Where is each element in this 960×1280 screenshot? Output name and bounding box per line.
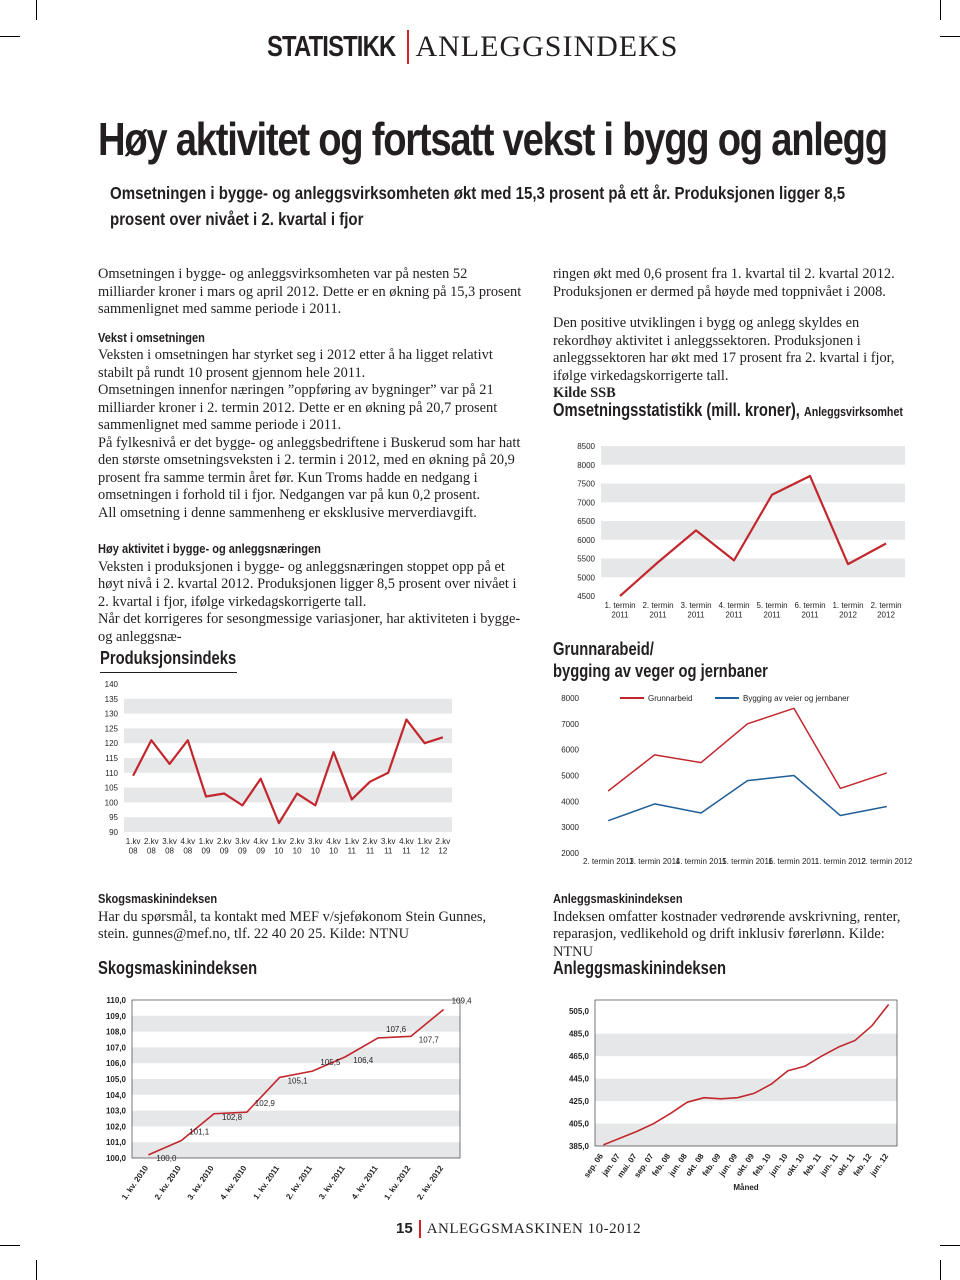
x-tick-label: jun. 11 — [818, 1151, 840, 1178]
y-tick-label: 107,0 — [105, 1043, 126, 1053]
y-tick-label: 106,0 — [105, 1059, 126, 1069]
subsection-label: ANLEGGSINDEKS — [415, 30, 679, 63]
crop-mark — [36, 1260, 37, 1280]
crop-mark — [940, 1245, 960, 1246]
x-tick-label: 2. termin 2011 — [642, 601, 674, 620]
title-underline — [100, 672, 237, 673]
y-tick-label: 6500 — [577, 517, 595, 526]
y-tick-label: 120 — [104, 739, 118, 749]
paragraph: Veksten i produksjonen i bygge- og anleggsnæringen stoppet opp på et høyt nivå i 2. kvartal 2012. Produksjonen ligger 8,5 prosent over nivået i 2. kvartal i fjor, ifølge virkedagskorrigerte tall. — [98, 558, 517, 610]
y-tick-label: 104,0 — [105, 1090, 126, 1100]
x-tick-label: okt. 08 — [683, 1151, 706, 1178]
grid-band — [601, 559, 905, 578]
groundwork-chart — [540, 686, 920, 872]
x-tick-label: 2.kv 08 — [143, 837, 159, 856]
y-tick-label: 485,0 — [568, 1029, 589, 1039]
x-tick-label: 2.kv 11 — [362, 837, 378, 856]
chart-title — [553, 400, 903, 421]
x-tick-label: 1.kv 09 — [198, 837, 214, 856]
grid-band — [132, 1016, 460, 1032]
crop-mark — [0, 1245, 20, 1246]
grid-band — [601, 446, 905, 465]
data-label: 100,0 — [156, 1153, 177, 1163]
series-line — [608, 776, 887, 821]
chart-title — [100, 648, 236, 669]
grid-band — [124, 788, 452, 803]
forest-machine-note — [98, 890, 498, 944]
legend-label: Grunnarbeid — [648, 694, 693, 703]
x-tick-label: 5. termin 2011 — [756, 601, 788, 620]
x-tick-label: jun. 12 — [868, 1151, 891, 1178]
grid-band — [132, 1142, 460, 1158]
data-label: 109,4 — [451, 996, 472, 1006]
x-tick-label: sep. 07 — [632, 1151, 656, 1180]
paragraph: Omsetningen innenfor næringen ”oppføring av bygninger” var på 21 milliarder kroner i 2. termin 2012. Dette er en økning på 20,7 prosent sammenlignet med samme periode i 2011. — [98, 382, 498, 433]
data-label: 105,1 — [287, 1076, 308, 1086]
x-tick-label: 2. kv. 2010 — [152, 1163, 183, 1202]
right-column — [553, 266, 913, 403]
data-label: 106,4 — [353, 1055, 374, 1065]
grid-band — [132, 1111, 460, 1127]
chart-title — [98, 958, 257, 979]
x-tick-label: 4.kv 11 — [399, 837, 414, 856]
y-tick-label: 385,0 — [568, 1142, 589, 1151]
x-tick-label: 4.kv 08 — [180, 837, 196, 856]
legend-label: Bygging av veier og jernbaner — [743, 694, 850, 703]
y-tick-label: 2000 — [561, 849, 579, 858]
series-line — [608, 708, 887, 791]
x-tick-label: 4. termin 2011 — [675, 857, 727, 866]
y-tick-label: 8500 — [577, 442, 595, 451]
data-label: 102,9 — [254, 1099, 275, 1109]
paragraph: Den positive utviklingen i bygg og anlegg skyldes en rekordhøy aktivitet i anleggssektoren. Produksjonen i anleggssektoren har økt med 17 prosent fra 2. kvartal i fjor, ifølge virkedagskorrigerte tall. — [553, 315, 895, 384]
paragraph: Veksten i omsetningen har styrket seg i 2012 etter å ha ligget relativt stabilt på rundt 10 prosent gjennom hele 2011. — [98, 347, 493, 381]
paragraph: Når det korrigeres for sesongmessige variasjoner, har aktiviteten i bygge- og anleggsnæ- — [98, 611, 521, 645]
x-tick-label: 1.kv 10 — [271, 837, 287, 856]
x-tick-label: 1. kv. 2010 — [120, 1163, 151, 1202]
magazine-name: ANLEGGSMASKINEN 10-2012 — [426, 1221, 642, 1237]
x-tick-label: 1.kv 11 — [344, 837, 360, 856]
grid-band — [595, 1079, 897, 1101]
y-tick-label: 465,0 — [568, 1052, 589, 1062]
construction-machine-chart — [553, 990, 913, 1202]
x-tick-label: 1. termin 2012 — [832, 601, 864, 620]
x-tick-label: 2. termin 2012 — [861, 857, 913, 866]
grid-band — [124, 699, 452, 714]
paragraph: All omsetning i denne sammenheng er eksklusive merverdiavgift. — [98, 504, 477, 521]
x-tick-label: jun. 09 — [717, 1151, 740, 1178]
y-tick-label: 6000 — [577, 535, 595, 545]
y-tick-label: 7000 — [561, 719, 579, 729]
source: Kilde SSB — [553, 385, 616, 401]
y-tick-label: 100 — [104, 798, 118, 808]
page-number: 15 — [396, 1220, 413, 1237]
subheading: Anleggsmaskinindeksen — [553, 891, 683, 906]
x-tick-label: 1. termin 2011 — [604, 601, 636, 620]
paragraph: ringen økt med 0,6 prosent fra 1. kvartal til 2. kvartal 2012. Produksjonen er dermed på høyde med toppnivået i 2008. — [553, 266, 895, 300]
crop-mark — [940, 1260, 941, 1280]
x-tick-label: feb. 09 — [700, 1151, 723, 1178]
y-tick-label: 130 — [104, 709, 118, 719]
chart-title-text: Anleggsmaskinindeksen — [553, 958, 727, 978]
x-tick-label: 2. kv. 2011 — [284, 1163, 315, 1202]
x-tick-label: 4.kv 10 — [326, 837, 341, 856]
x-tick-label: 3.kv 11 — [380, 837, 396, 856]
grid-band — [124, 817, 452, 832]
x-tick-label: jun. 10 — [767, 1151, 790, 1178]
chart-title: Grunnarabeid/ bygging av veger og jernbaner — [553, 639, 768, 681]
x-tick-label: 3. kv. 2010 — [185, 1163, 216, 1202]
data-label: 102,8 — [222, 1112, 243, 1122]
y-tick-label: 125 — [104, 724, 118, 734]
x-tick-label: 6. termin 2011 — [794, 601, 826, 620]
x-axis-label: Måned — [733, 1183, 759, 1192]
paragraph: Indeksen omfatter kostnader vedrørende avskrivning, renter, reparasjon, vedlikehold og drift inklusiv førerlønn. Kilde: NTNU — [553, 908, 901, 960]
y-tick-label: 109,0 — [105, 1011, 126, 1021]
x-tick-label: 2. termin 2011 — [582, 857, 634, 866]
crop-mark — [940, 36, 960, 37]
chart-title-text: Omsetningsstatistikk (mill. kroner), — [553, 400, 800, 420]
turnover-chart — [553, 438, 913, 626]
x-tick-label: 1. kv. 2011 — [251, 1163, 282, 1202]
paragraph: På fylkesnivå er det bygge- og anleggsbedriftene i Buskerud som har hatt den største omsetningsveksten i 2. termin i 2012, med en økning på 20,9 prosent fra samme termin året før. Kun Troms hadde en nedgang i omsetningen i forhold til i fjor. Nedgangen var på kun 0,2 prosent. — [98, 434, 521, 503]
x-tick-label: 3. kv. 2011 — [317, 1163, 347, 1202]
y-tick-label: 445,0 — [568, 1074, 589, 1084]
crop-mark — [36, 0, 37, 20]
x-tick-label: 1. termin 2012 — [814, 857, 866, 866]
y-tick-label: 103,0 — [105, 1106, 126, 1116]
page-footer — [396, 1220, 641, 1238]
section-header — [267, 30, 678, 70]
y-tick-label: 405,0 — [568, 1119, 589, 1129]
y-tick-label: 105 — [104, 783, 118, 793]
x-tick-label: 6. termin 2011 — [768, 857, 820, 866]
y-tick-label: 105,0 — [105, 1075, 126, 1084]
paragraph: Har du spørsmål, ta kontakt med MEF v/sjeføkonom Stein Gunnes, stein. gunnes@mef.no, tlf. 22 40 20 25. Kilde: NTNU — [98, 908, 487, 942]
x-tick-label: 4.kv 09 — [253, 837, 269, 856]
production-index-chart — [92, 678, 462, 862]
grid-band — [595, 1124, 897, 1146]
data-label: 107,7 — [418, 1035, 439, 1045]
x-tick-label: okt. 10 — [784, 1151, 807, 1178]
y-tick-label: 5000 — [577, 573, 595, 583]
header-divider — [407, 30, 409, 64]
chart-subtitle: Anleggsvirksomhet — [803, 404, 903, 419]
x-tick-label: 3.kv 08 — [162, 837, 177, 856]
x-tick-label: 4. kv. 2010 — [218, 1163, 249, 1202]
forest-machine-chart — [96, 990, 472, 1202]
y-tick-label: 6000 — [561, 745, 579, 755]
x-tick-label: 5. termin 2011 — [722, 857, 773, 866]
section-label: STATISTIKK — [267, 30, 396, 63]
x-tick-label: 3. termin 2011 — [680, 601, 712, 620]
x-tick-label: sep. 06 — [582, 1151, 606, 1180]
article-title: Høy aktivitet og fortsatt vekst i bygg og anlegg — [98, 113, 887, 165]
x-tick-label: okt. 11 — [835, 1151, 857, 1178]
grid-band — [601, 521, 905, 540]
y-tick-label: 5500 — [577, 554, 595, 564]
x-tick-label: 1. kv. 2012 — [382, 1163, 413, 1202]
y-tick-label: 108,0 — [105, 1027, 126, 1037]
x-tick-label: feb. 11 — [801, 1151, 824, 1178]
x-tick-label: 2. termin 2012 — [870, 601, 902, 620]
y-tick-label: 101,0 — [105, 1138, 126, 1148]
x-tick-label: 4. termin 2011 — [718, 601, 750, 620]
x-tick-label: mai. 07 — [615, 1151, 639, 1180]
chart-title-text: Produksjonsindeks — [100, 648, 237, 668]
construction-machine-note — [553, 890, 923, 961]
x-tick-label: 3.kv 09 — [235, 837, 250, 856]
y-tick-label: 140 — [104, 680, 118, 689]
x-tick-label: 3. termin 2011 — [629, 857, 680, 866]
x-tick-label: feb. 12 — [851, 1151, 874, 1178]
x-tick-label: 3.kv 10 — [307, 837, 323, 856]
subheading: Høy aktivitet i bygge- og anleggsnæringen — [98, 541, 321, 556]
x-tick-label: 4. kv. 2011 — [349, 1163, 380, 1202]
y-tick-label: 7000 — [577, 498, 595, 508]
x-tick-label: 2.kv 12 — [435, 837, 451, 856]
x-tick-label: feb. 10 — [750, 1151, 773, 1178]
y-tick-label: 110,0 — [106, 996, 126, 1005]
grid-band — [595, 1034, 897, 1056]
y-tick-label: 115 — [105, 754, 118, 763]
y-tick-label: 8000 — [561, 694, 579, 703]
y-tick-label: 3000 — [561, 823, 579, 833]
x-tick-label: feb. 08 — [650, 1151, 673, 1178]
article-lead: Omsetningen i bygge- og anleggsvirksomheten økt med 15,3 prosent på ett år. Produksjonen ligger 8,5 prosent over nivået i 2. kvartal i fjor — [110, 183, 846, 229]
x-tick-label: 1.kv 08 — [125, 837, 141, 856]
y-tick-label: 90 — [109, 828, 118, 837]
data-label: 101,1 — [189, 1127, 210, 1137]
crop-mark — [0, 36, 20, 37]
grid-band — [132, 1047, 460, 1063]
crop-mark — [940, 0, 941, 20]
y-tick-label: 135 — [104, 694, 118, 704]
y-tick-label: 4000 — [561, 797, 579, 807]
footer-divider — [419, 1220, 421, 1238]
subheading: Skogsmaskinindeksen — [98, 891, 218, 906]
chart-title — [553, 958, 726, 979]
x-tick-label: 1.kv 12 — [417, 837, 433, 856]
y-tick-label: 7500 — [577, 479, 595, 489]
y-tick-label: 100,0 — [105, 1154, 126, 1163]
grid-band — [601, 484, 905, 503]
paragraph: Omsetningen i bygge- og anleggsvirksomheten var på nesten 52 milliarder kroner i mars og april 2012. Dette er en økning på 15,3 prosent sammenlignet med samme periode i 2011. — [98, 266, 522, 317]
y-tick-label: 425,0 — [568, 1097, 589, 1107]
y-tick-label: 4500 — [577, 592, 595, 601]
x-tick-label: jun. 08 — [667, 1151, 689, 1178]
y-tick-label: 102,0 — [105, 1122, 126, 1132]
x-tick-label: 2.kv 09 — [216, 837, 232, 856]
x-tick-label: 2.kv 10 — [289, 837, 305, 856]
y-tick-label: 110 — [105, 768, 118, 778]
data-label: 105,5 — [320, 1058, 341, 1068]
data-label: 107,6 — [386, 1024, 407, 1034]
x-tick-label: 2. kv. 2012 — [415, 1163, 446, 1202]
left-column — [98, 266, 526, 646]
x-tick-label: okt. 09 — [734, 1151, 757, 1178]
x-tick-label: jan. 07 — [600, 1151, 622, 1178]
y-tick-label: 95 — [109, 813, 118, 823]
chart-title-text: Skogsmaskinindeksen — [98, 958, 258, 978]
subheading: Vekst i omsetningen — [98, 329, 205, 345]
y-tick-label: 8000 — [577, 460, 595, 470]
y-tick-label: 5000 — [561, 771, 579, 781]
y-tick-label: 505,0 — [568, 1007, 589, 1017]
